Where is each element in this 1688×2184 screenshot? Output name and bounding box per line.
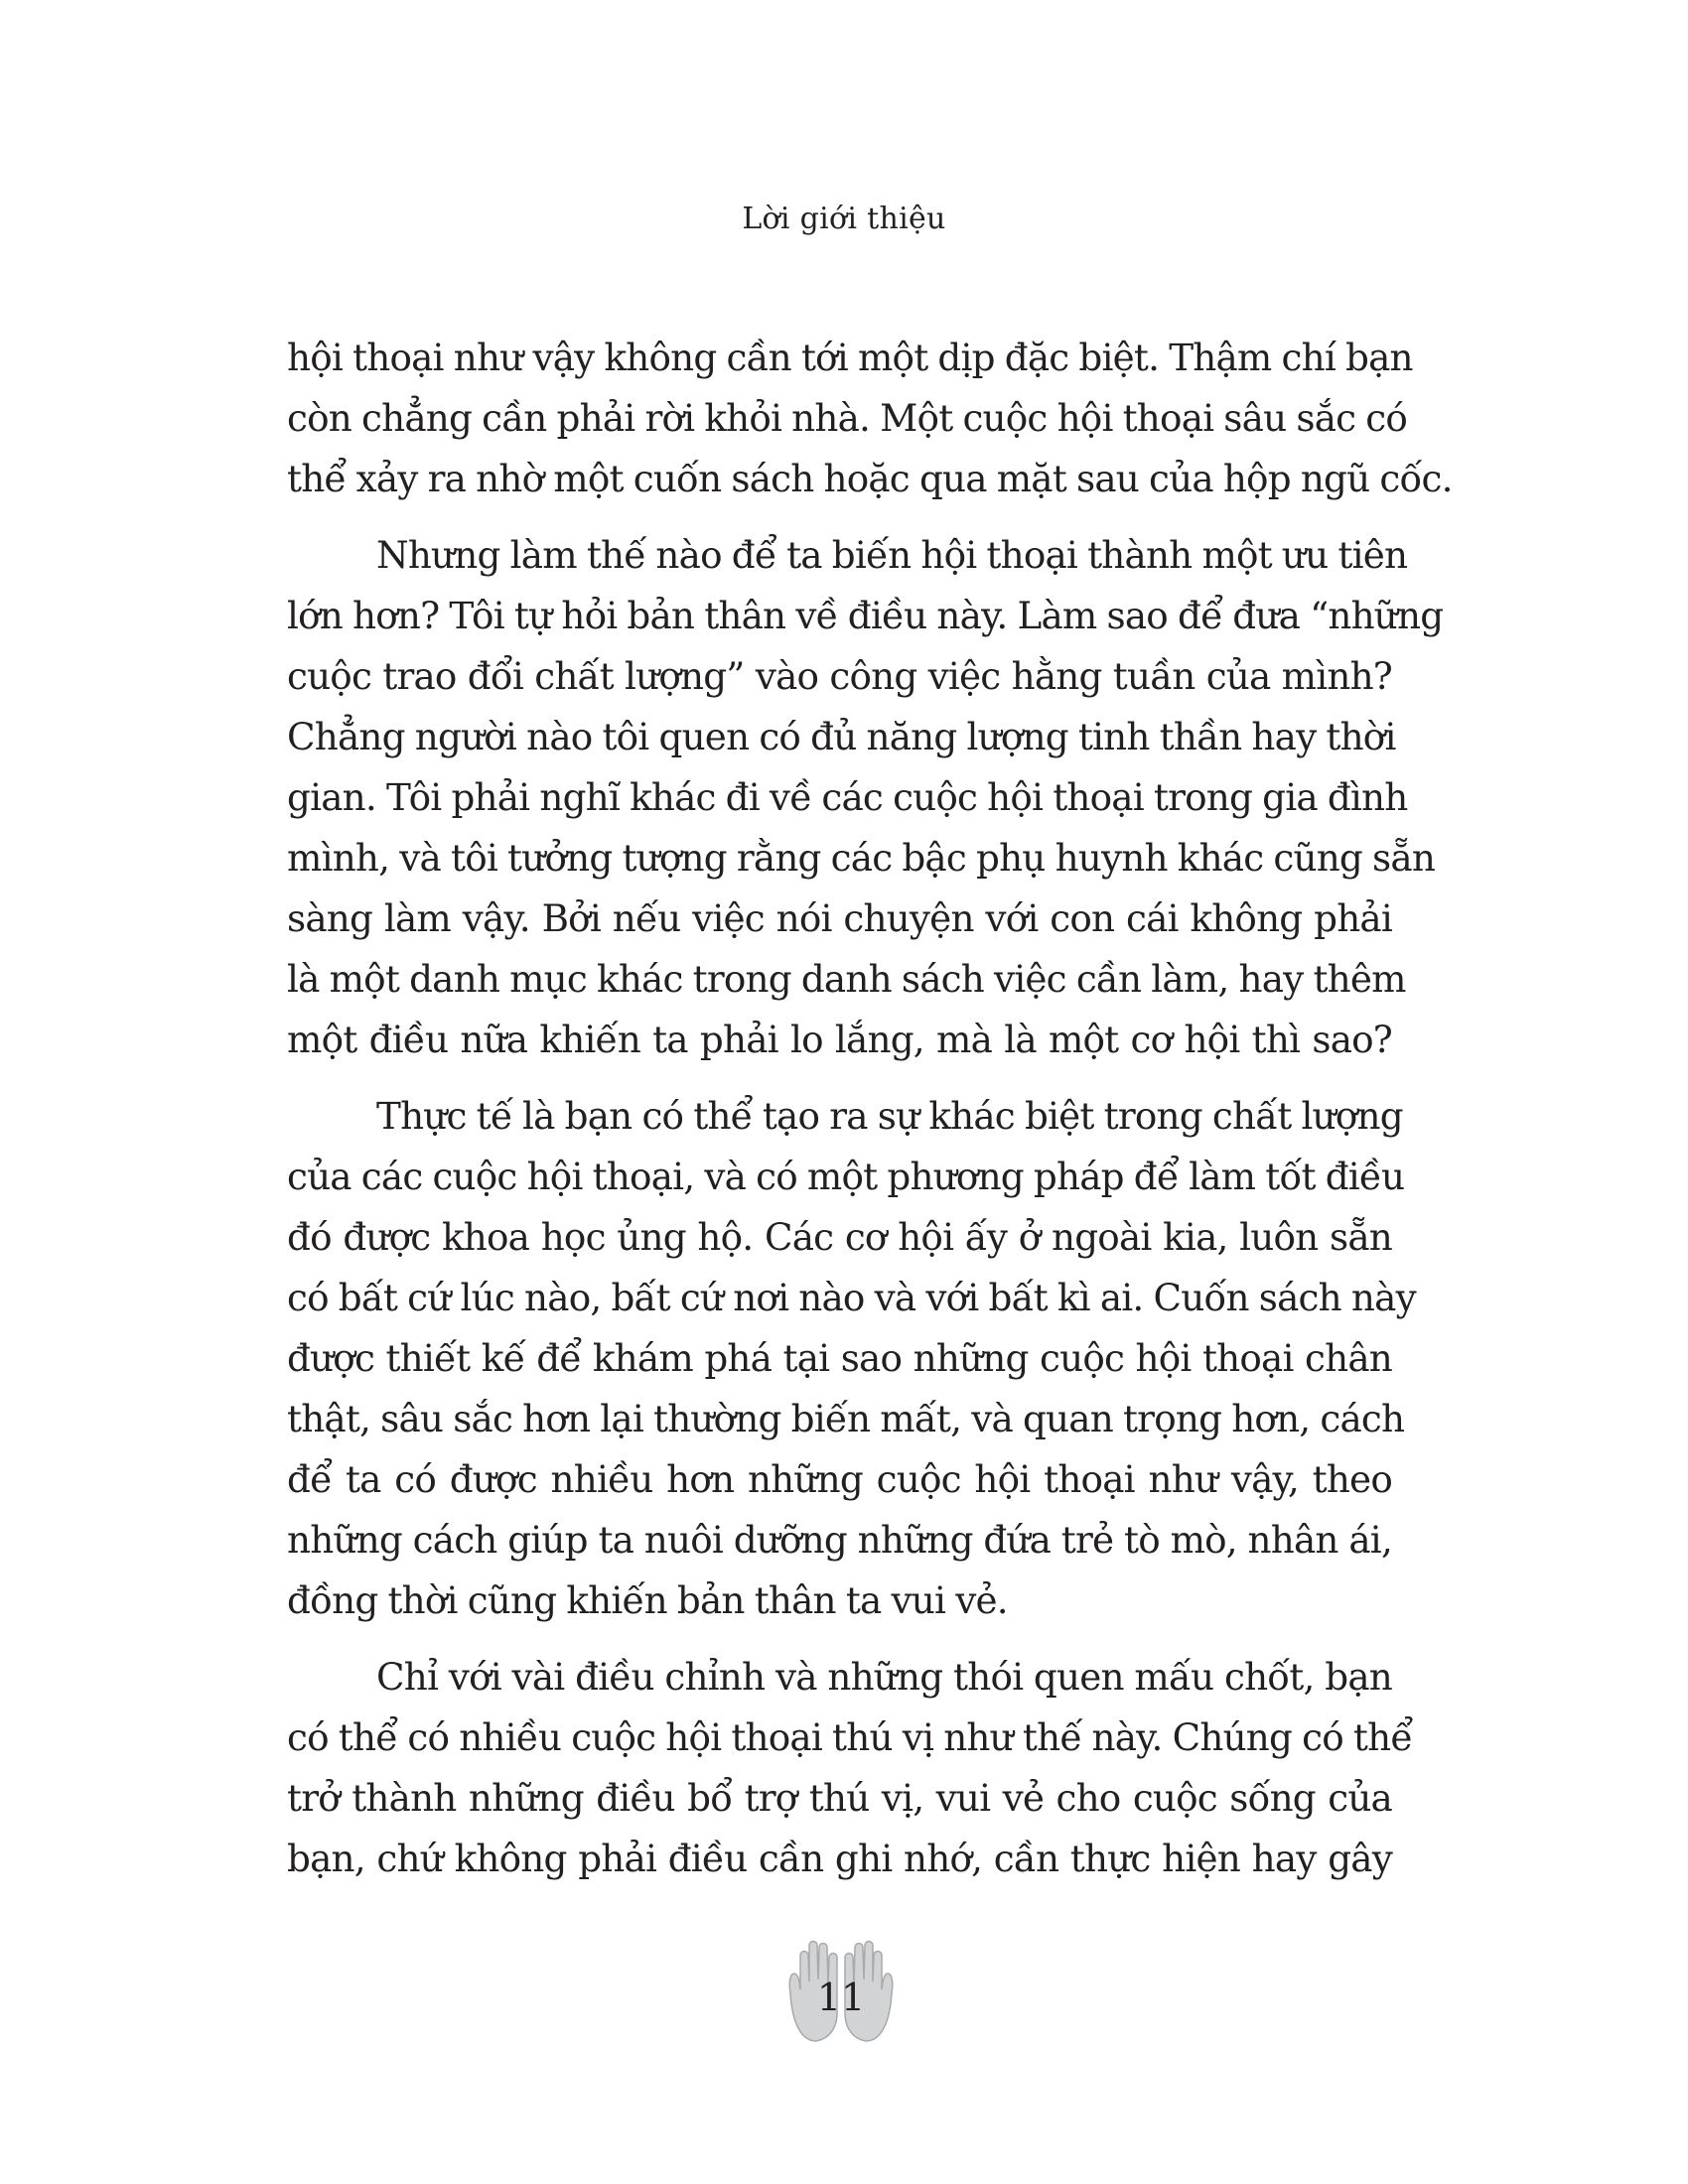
text-line: lớn hơn? Tôi tự hỏi bản thân về điều này. Làm sao để đưa “những — [287, 594, 1444, 637]
paragraph-2 — [287, 525, 1444, 1070]
text-line: để ta có được nhiều hơn những cuộc hội thoại như vậy, theo — [287, 1457, 1392, 1501]
text-line: Thực tế là bạn có thể tạo ra sự khác biệt trong chất lượng — [376, 1094, 1403, 1138]
paragraph-3 — [287, 1086, 1416, 1631]
text-line: thật, sâu sắc hơn lại thường biến mất, và quan trọng hơn, cách — [287, 1397, 1405, 1440]
text-line: trở thành những điều bổ trợ thú vị, vui vẻ cho cuộc sống của — [287, 1776, 1392, 1820]
text-line: cuộc trao đổi chất lượng” vào công việc hằng tuần của mình? — [287, 654, 1392, 698]
text-line: của các cuộc hội thoại, và có một phương pháp để làm tốt điều — [287, 1155, 1405, 1198]
text-line: những cách giúp ta nuôi dưỡng những đứa trẻ tò mò, nhân ái, — [287, 1518, 1392, 1562]
running-header: Lời giới thiệu — [742, 202, 946, 236]
text-line: bạn, chứ không phải điều cần ghi nhớ, cần thực hiện hay gây — [287, 1837, 1392, 1880]
text-line: gian. Tôi phải nghĩ khác đi về các cuộc hội thoại trong gia đình — [287, 775, 1408, 819]
text-line: hội thoại như vậy không cần tới một dịp đặc biệt. Thậm chí bạn — [287, 336, 1413, 379]
text-line: một điều nữa khiến ta phải lo lắng, mà là một cơ hội thì sao? — [287, 1018, 1392, 1061]
text-line: sàng làm vậy. Bởi nếu việc nói chuyện với con cái không phải — [287, 896, 1392, 940]
text-line: mình, và tôi tưởng tượng rằng các bậc phụ huynh khác cũng sẵn — [287, 836, 1436, 880]
paragraph-1 — [287, 328, 1453, 509]
text-line: Chỉ với vài điều chỉnh và những thói quen mấu chốt, bạn — [376, 1655, 1392, 1699]
text-line: có bất cứ lúc nào, bất cứ nơi nào và với bất kì ai. Cuốn sách này — [287, 1276, 1416, 1319]
page-number-block — [776, 1934, 906, 2053]
text-line: còn chẳng cần phải rời khỏi nhà. Một cuộc hội thoại sâu sắc có — [287, 396, 1408, 440]
paragraph-4 — [287, 1647, 1413, 1889]
text-line: là một danh mục khác trong danh sách việc cần làm, hay thêm — [287, 957, 1406, 1001]
text-line: thể xảy ra nhờ một cuốn sách hoặc qua mặt sau của hộp ngũ cốc. — [287, 457, 1453, 500]
text-line: đồng thời cũng khiến bản thân ta vui vẻ. — [287, 1578, 1008, 1622]
text-line: đó được khoa học ủng hộ. Các cơ hội ấy ở ngoài kia, luôn sẵn — [287, 1215, 1392, 1259]
text-line: Chẳng người nào tôi quen có đủ năng lượng tinh thần hay thời — [287, 715, 1396, 758]
body-text — [287, 328, 1453, 1905]
text-line: có thể có nhiều cuộc hội thoại thú vị như thế này. Chúng có thể — [287, 1715, 1413, 1759]
text-line: Nhưng làm thế nào để ta biến hội thoại thành một ưu tiên — [376, 533, 1408, 577]
page-number: 11 — [816, 1976, 866, 2019]
text-line: được thiết kế để khám phá tại sao những cuộc hội thoại chân — [287, 1336, 1392, 1380]
